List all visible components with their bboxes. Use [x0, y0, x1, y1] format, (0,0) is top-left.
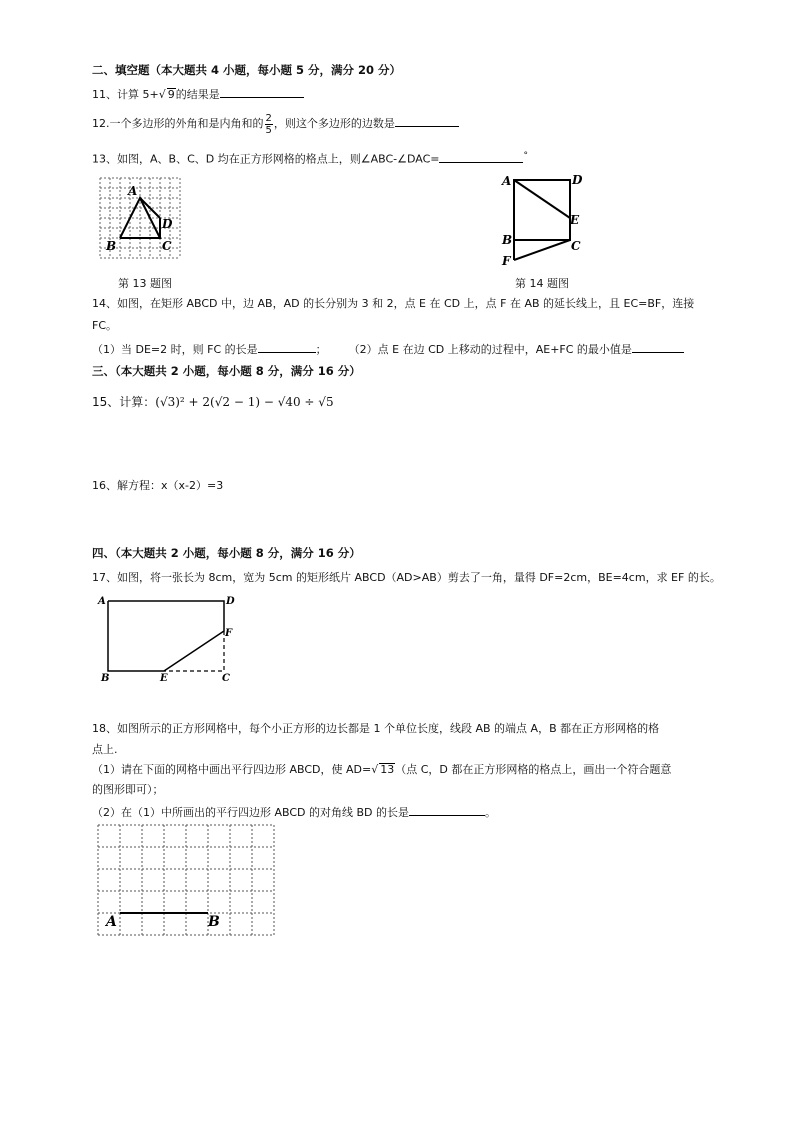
q15 — [92, 395, 334, 409]
q14-part1: （1）当 DE=2 时，则 FC 的长是 — [92, 343, 258, 356]
q12-denominator: 5 — [265, 124, 272, 136]
q14-separator: ； — [315, 343, 327, 356]
label-e: E — [160, 673, 168, 684]
label-b: B — [101, 673, 110, 684]
q12-prefix: 12.一个多边形的外角和是内角和的 — [92, 117, 264, 130]
q17: 17、如图，将一张长为 8cm，宽为 5cm 的矩形纸片 ABCD（AD>AB）剪去了一角，量得 DF=2cm，BE=4cm，求 EF 的长。 — [92, 571, 721, 584]
q14-part2: （2）点 E 在边 CD 上移动的过程中，AE+FC 的最小值是 — [348, 343, 632, 356]
q15-expression: (√3)² + 2(√2 − 1) − √40 ÷ √5 — [155, 395, 334, 409]
label-d: D — [572, 173, 583, 187]
label-c: C — [162, 239, 172, 253]
q18-part1 — [92, 763, 671, 777]
q11 — [92, 87, 304, 102]
sqrt-symbol: √ — [158, 88, 166, 101]
q13 — [92, 149, 528, 167]
label-b: B — [106, 239, 117, 253]
section4-heading: 四、（本大题共 2 小题，每小题 8 分，满分 16 分） — [92, 546, 361, 560]
section3-heading: 三、（本大题共 2 小题，每小题 8 分，满分 16 分） — [92, 364, 361, 378]
q12 — [92, 110, 459, 138]
q16: 16、解方程：x（x-2）=3 — [92, 479, 224, 492]
figure-13 — [98, 176, 184, 256]
label-a: A — [106, 914, 117, 930]
rectangle-abcd — [514, 180, 570, 240]
q18-line1: 18、如图所示的正方形网格中，每个小正方形的边长都是 1 个单位长度，线段 AB 的端点 A，B 都在正方形网格的格 — [92, 722, 660, 735]
label-f: F — [502, 254, 511, 268]
segment-fc — [514, 240, 570, 260]
label-a: A — [98, 596, 106, 607]
q18-part2-end: 。 — [485, 806, 497, 819]
label-a: A — [128, 184, 138, 198]
q18-part1-c: 的图形即可）； — [92, 783, 164, 796]
q12-answer-blank[interactable] — [395, 116, 459, 127]
figure-14 — [500, 172, 590, 267]
q18-part2 — [92, 805, 496, 820]
q11-answer-blank[interactable] — [220, 87, 304, 98]
figure-18-grid[interactable] — [96, 823, 278, 941]
q15-prefix: 15、计算： — [92, 395, 156, 409]
q14-part2-blank[interactable] — [632, 342, 684, 353]
q13-text: 13、如图，A、B、C、D 均在正方形网格的格点上，则∠ABC-∠DAC= — [92, 152, 440, 166]
figure-13-caption: 第 13 题图 — [118, 277, 172, 290]
q12-numerator: 2 — [265, 112, 272, 124]
label-d: D — [162, 217, 173, 231]
q14-line1: 14、如图，在矩形 ABCD 中，边 AB，AD 的长分别为 3 和 2，点 E 在 CD 上，点 F 在 AB 的延长线上，且 EC=BF，连接 — [92, 297, 695, 310]
q13-answer-blank[interactable] — [439, 152, 523, 163]
label-c: C — [571, 239, 581, 253]
q18-part2-text: （2）在（1）中所画出的平行四边形 ABCD 的对角线 BD 的长是 — [92, 806, 410, 819]
label-f: F — [225, 628, 233, 639]
q18-radicand: 13 — [380, 763, 395, 776]
pentagon-abefd — [108, 601, 224, 671]
label-b: B — [208, 914, 220, 930]
segment-ae — [514, 180, 570, 218]
figure-17 — [96, 591, 246, 683]
q11-radicand: 9 — [167, 88, 175, 101]
q14-part1-blank[interactable] — [258, 342, 316, 353]
q14-line2: FC。 — [92, 319, 118, 332]
sqrt-symbol: √ — [371, 763, 379, 776]
q18-part1-a: （1）请在下面的网格中画出平行四边形 ABCD，使 AD= — [92, 763, 372, 776]
label-a: A — [502, 174, 512, 188]
q12-fraction — [265, 113, 273, 136]
label-e: E — [570, 213, 580, 227]
q18-part2-blank[interactable] — [409, 805, 485, 816]
label-b: B — [502, 233, 513, 247]
section2-heading: 二、填空题（本大题共 4 小题，每小题 5 分，满分 20 分） — [92, 63, 402, 77]
q11-prefix: 11、计算 5+ — [92, 88, 159, 101]
figure-14-caption: 第 14 题图 — [515, 277, 569, 290]
label-d: D — [226, 596, 235, 607]
label-c: C — [222, 673, 230, 684]
q18-line2: 点上. — [92, 743, 118, 756]
q13-degree-unit: ° — [523, 151, 528, 161]
q14-parts — [92, 342, 684, 357]
q12-suffix: ，则这个多边形的边数是 — [273, 117, 395, 130]
q18-part1-b: （点 C，D 都在正方形网格的格点上，画出一个符合题意 — [395, 763, 672, 776]
q11-suffix: 的结果是 — [175, 88, 220, 101]
